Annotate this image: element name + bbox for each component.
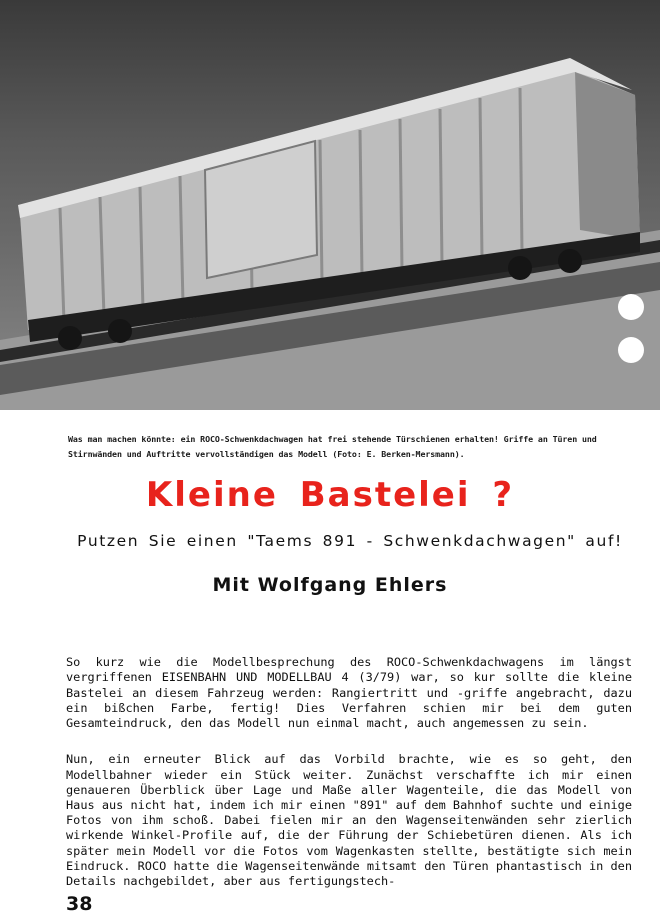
page-number: 38: [66, 893, 93, 915]
wagon-illustration: [0, 0, 660, 410]
article-body: [66, 640, 632, 910]
freight-wagon-photo: [0, 0, 660, 410]
punch-hole-top: [618, 294, 644, 320]
body-paragraph: Nun, ein erneuter Blick auf das Vorbild brachte, wie es so geht, den Modellbahner wieder ein Stück weiter. Zunächst verschaffte ich mir einen genaueren Überblick über Lage und Maße aller Wagenteile, die das Modell von Haus aus nicht hat, indem ich mir einen "891" auf dem Bahnhof suchte und einige Fotos von ihm schoß. Dabei fielen mir an den Wagenseitenwänden sehr zierlich wirkende Winkel-Profile auf, die der Führung der Schiebetüren dienen. Als ich später mein Modell vor die Fotos vom Wagenkasten stellte, bestätigte sich mein Eindruck. ROCO hatte die Wagenseitenwände mitsamt den Türen phantastisch in den Details nachgebildet, aber aus fertigungstech-: [66, 752, 632, 889]
article-author: Mit Wolfgang Ehlers: [212, 574, 448, 596]
punch-hole-bottom: [618, 337, 644, 363]
article-headline: Kleine Bastelei ?: [145, 475, 515, 515]
photo-caption: Was man machen könnte: ein ROCO-Schwenkdachwagen hat frei stehende Türschienen erhalten! Griffe an Türen und Stirnwänden und Auftritte vervollständigen das Modell (Foto: E. Berken-Mersmann).: [68, 434, 597, 459]
article-subtitle: Putzen Sie einen "Taems 891 - Schwenkdachwagen" auf!: [77, 532, 623, 550]
body-paragraph: So kurz wie die Modellbesprechung des ROCO-Schwenkdachwagens im längst vergriffenen EISENBAHN UND MODELLBAU 4 (3/79) war, so kur sollte die kleine Bastelei an diesem Fahrzeug werden: Rangiertritt und -griffe angebracht, dazu ein bißchen Farbe, fertig! Dies Verfahren schien mir bei dem guten Gesamteindruck, den das Modell nun einmal macht, auch angemessen zu sein.: [66, 655, 632, 731]
